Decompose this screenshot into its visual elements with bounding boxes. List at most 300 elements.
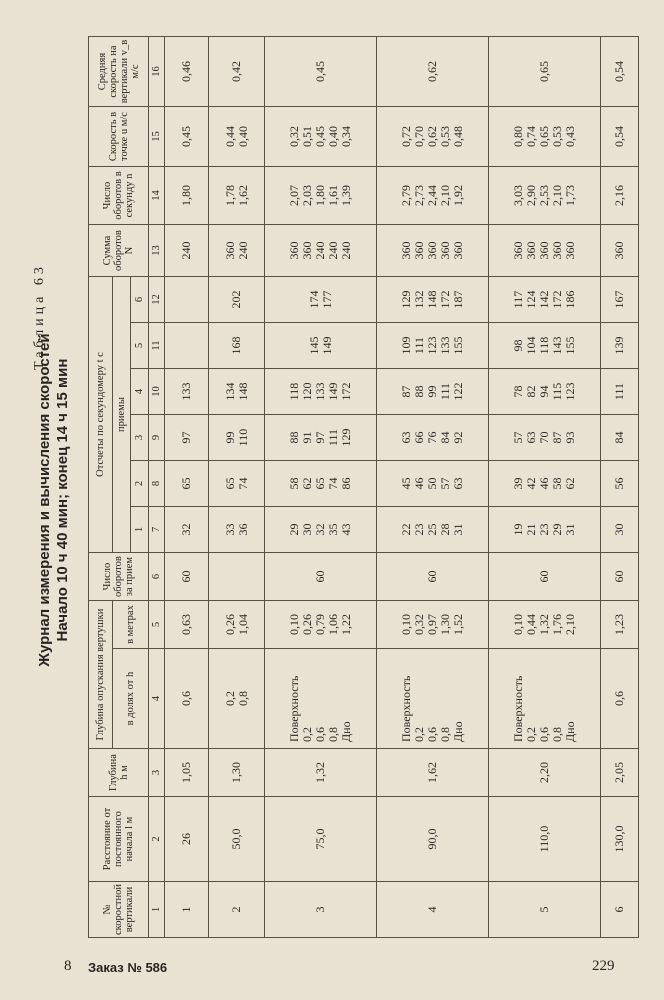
stopwatch-t1-value: 32 [313, 523, 327, 536]
sum-revolutions-value: 240 [339, 241, 353, 260]
depth-meters [209, 601, 265, 649]
stopwatch-t1-value: 21 [524, 523, 538, 536]
column-number: 2 [149, 797, 165, 882]
stopwatch-t2-value: 74 [235, 477, 250, 490]
depth-fraction-value: Дно [563, 721, 577, 743]
depth-meters-value: 2,10 [563, 614, 577, 636]
table-row [489, 37, 601, 938]
stopwatch-t5-value: 139 [612, 336, 626, 355]
stopwatch-t6 [489, 277, 601, 323]
stopwatch-t1 [209, 507, 265, 553]
stopwatch-t4-value: 115 [550, 382, 564, 401]
stopwatch-t4 [377, 369, 489, 415]
column-number: 9 [149, 415, 165, 461]
stopwatch-t3 [377, 415, 489, 461]
point-velocity-value: 0,32 [287, 126, 301, 148]
stopwatch-t3-value: 99 [222, 431, 237, 444]
column-number: 5 [149, 601, 165, 649]
stopwatch-t4 [209, 369, 265, 415]
stopwatch-t2 [377, 461, 489, 507]
stopwatch-t1-value: 31 [451, 523, 465, 536]
point-velocity-value: 0,34 [339, 126, 353, 148]
column-number: 3 [149, 749, 165, 797]
point-velocity-value: 0,45 [313, 126, 327, 148]
depth-fraction-value: 0,8 [550, 727, 564, 743]
depth-fraction-value: 0,6 [425, 727, 439, 743]
sum-revolutions [265, 225, 377, 277]
stopwatch-t3-value: 87 [550, 431, 564, 444]
stopwatch-t3-value: 70 [537, 431, 551, 444]
point-velocity-value: 0,40 [235, 126, 250, 148]
column-number: 10 [149, 369, 165, 415]
column-number: 4 [149, 649, 165, 749]
distance: 110,0 [489, 797, 601, 882]
depth-fraction-value: 0,6 [313, 727, 327, 743]
column-number: 13 [149, 225, 165, 277]
stopwatch-t4-value: 172 [339, 382, 353, 401]
header-immersion: Глубина опускания вертушки [89, 601, 113, 749]
depth: 1,62 [377, 749, 489, 797]
point-velocity-value: 0,51 [300, 126, 314, 148]
stopwatch-t2-value: 46 [412, 477, 426, 490]
point-velocity [377, 107, 489, 167]
header-vertical: № скоростной вертикали [89, 882, 149, 938]
depth-fraction-value: 0,2 [222, 691, 237, 707]
stopwatch-t2-value: 62 [300, 477, 314, 490]
mean-velocity: 0,42 [209, 37, 265, 107]
depth-fraction-value: 0,8 [326, 727, 340, 743]
stopwatch-t1 [165, 507, 209, 553]
rev-per-second-value: 2,10 [438, 185, 452, 207]
stopwatch-t1-value: 19 [511, 523, 525, 536]
stopwatch-t3-value: 110 [235, 428, 250, 447]
stopwatch-t1-value: 35 [326, 523, 340, 536]
depth-meters-value: 0,63 [179, 614, 193, 636]
sum-revolutions-value: 240 [313, 241, 327, 260]
vertical-number: 6 [601, 882, 639, 938]
stopwatch-t1-value: 28 [438, 523, 452, 536]
point-velocity-value: 0,72 [399, 126, 413, 148]
depth-meters-value: 0,10 [399, 614, 413, 636]
depth: 1,30 [209, 749, 265, 797]
depth-meters-value: 0,10 [287, 614, 301, 636]
rev-per-second-value: 1,92 [451, 185, 465, 207]
stopwatch-t3 [601, 415, 639, 461]
sum-revolutions [165, 225, 209, 277]
depth-meters-value: 0,79 [313, 614, 327, 636]
table-row [601, 37, 639, 938]
table-row [209, 37, 265, 938]
stopwatch-t3-value: 63 [399, 431, 413, 444]
depth-meters-value: 1,32 [537, 614, 551, 636]
distance: 26 [165, 797, 209, 882]
vertical-number: 2 [209, 882, 265, 938]
depth-fraction-value: 0,2 [524, 727, 538, 743]
depth-fraction-value: 0,2 [300, 727, 314, 743]
depth-fraction [601, 649, 639, 749]
point-velocity [165, 107, 209, 167]
sum-revolutions-value: 360 [438, 241, 452, 260]
depth-fraction-value: 0,8 [438, 727, 452, 743]
stopwatch-t1-value: 23 [537, 523, 551, 536]
revolutions-per-trial: 60 [377, 553, 489, 601]
mean-velocity: 0,62 [377, 37, 489, 107]
revolutions-per-trial: 60 [489, 553, 601, 601]
point-velocity [601, 107, 639, 167]
point-velocity-value: 0,80 [511, 126, 525, 148]
rev-per-second-value: 1,73 [563, 185, 577, 207]
distance: 130,0 [601, 797, 639, 882]
stopwatch-t4 [265, 369, 377, 415]
depth-meters-value: 0,32 [412, 614, 426, 636]
depth-fraction [377, 649, 489, 749]
point-velocity-value: 0,53 [550, 126, 564, 148]
point-velocity [209, 107, 265, 167]
depth-meters-value: 1,30 [438, 614, 452, 636]
stopwatch-t6-value: 117 [511, 290, 525, 309]
stopwatch-t6-value: 172 [438, 290, 452, 309]
sum-revolutions-value: 360 [537, 241, 551, 260]
stopwatch-t5-value: 145 [306, 336, 321, 355]
header-trial-2: 2 [131, 461, 149, 507]
revolutions-per-trial [209, 553, 265, 601]
stopwatch-t5 [489, 323, 601, 369]
stopwatch-t1-value: 22 [399, 523, 413, 536]
column-number: 14 [149, 167, 165, 225]
stopwatch-t2-value: 42 [524, 477, 538, 490]
stopwatch-t4 [489, 369, 601, 415]
stopwatch-t3-value: 88 [287, 431, 301, 444]
vertical-number: 4 [377, 882, 489, 938]
depth-meters-value: 1,23 [612, 614, 626, 636]
stopwatch-t5-value: 155 [563, 336, 577, 355]
stopwatch-t3-value: 84 [612, 431, 626, 444]
distance: 50,0 [209, 797, 265, 882]
table-row [165, 37, 209, 938]
rev-per-second-value: 2,73 [412, 185, 426, 207]
depth-meters-value: 0,26 [222, 614, 237, 636]
stopwatch-t3-value: 66 [412, 431, 426, 444]
stopwatch-t5-value: 155 [451, 336, 465, 355]
stopwatch-t1 [489, 507, 601, 553]
rev-per-second-value: 1,80 [313, 185, 327, 207]
sum-revolutions-value: 240 [235, 241, 250, 260]
stopwatch-t6-value: 174 [306, 290, 321, 309]
distance: 75,0 [265, 797, 377, 882]
stopwatch-t4-value: 88 [412, 385, 426, 398]
stopwatch-t5 [209, 323, 265, 369]
stopwatch-t3 [265, 415, 377, 461]
stopwatch-t2 [601, 461, 639, 507]
stopwatch-t1 [265, 507, 377, 553]
rev-per-second-value: 2,90 [524, 185, 538, 207]
stopwatch-t1 [601, 507, 639, 553]
sum-revolutions-value: 240 [179, 241, 193, 260]
stopwatch-t4-value: 123 [563, 382, 577, 401]
rev-per-second-value: 2,03 [300, 185, 314, 207]
stopwatch-t5-value: 104 [524, 336, 538, 355]
stopwatch-t6-value: 132 [412, 290, 426, 309]
stopwatch-t1-value: 23 [412, 523, 426, 536]
stopwatch-t5 [601, 323, 639, 369]
stopwatch-t2 [489, 461, 601, 507]
stopwatch-t6-value: 167 [612, 290, 626, 309]
stopwatch-t2-value: 65 [313, 477, 327, 490]
stopwatch-t4-value: 118 [287, 382, 301, 401]
stopwatch-t1-value: 32 [179, 523, 193, 536]
stopwatch-t4-value: 133 [179, 382, 193, 401]
stopwatch-t6 [601, 277, 639, 323]
point-velocity-value: 0,48 [451, 126, 465, 148]
depth: 2,20 [489, 749, 601, 797]
rev-per-second-value: 1,61 [326, 185, 340, 207]
stopwatch-t2-value: 65 [222, 477, 237, 490]
rev-per-second-value: 3,03 [511, 185, 525, 207]
column-number: 7 [149, 507, 165, 553]
header-point-velocity: Скорость в точке u м/с [89, 107, 149, 167]
stopwatch-t1-value: 30 [612, 523, 626, 536]
stopwatch-t4-value: 111 [438, 382, 452, 401]
stopwatch-t6-value: 186 [563, 290, 577, 309]
stopwatch-t5-value: 98 [511, 339, 525, 352]
stopwatch-t6 [265, 277, 377, 323]
distance: 90,0 [377, 797, 489, 882]
depth-fraction-value: Поверхность [511, 675, 525, 743]
stopwatch-t5-value: 123 [425, 336, 439, 355]
page-number-right: 229 [592, 958, 615, 974]
velocity-journal-table [88, 36, 639, 938]
stopwatch-t4 [165, 369, 209, 415]
point-velocity-value: 0,43 [563, 126, 577, 148]
stopwatch-t3-value: 129 [339, 428, 353, 447]
depth: 1,32 [265, 749, 377, 797]
stopwatch-t2 [209, 461, 265, 507]
sum-revolutions-value: 240 [326, 241, 340, 260]
stopwatch-t4-value: 111 [612, 382, 626, 401]
depth-fraction [489, 649, 601, 749]
depth-fraction-value: Дно [451, 721, 465, 743]
header-trial-3: 3 [131, 415, 149, 461]
point-velocity-value: 0,62 [425, 126, 439, 148]
stopwatch-t3 [489, 415, 601, 461]
stopwatch-t2-value: 39 [511, 477, 525, 490]
sum-revolutions [209, 225, 265, 277]
table-row [377, 37, 489, 938]
stopwatch-t3-value: 92 [451, 431, 465, 444]
stopwatch-t2-value: 45 [399, 477, 413, 490]
stopwatch-t2 [165, 461, 209, 507]
stopwatch-t4-value: 120 [300, 382, 314, 401]
stopwatch-t2-value: 56 [612, 477, 626, 490]
table-title: Журнал измерения и вычисления скоростей [36, 333, 53, 667]
depth-meters-value: 1,22 [339, 614, 353, 636]
rev-per-second-value: 2,07 [287, 185, 301, 207]
stopwatch-t3-value: 97 [313, 431, 327, 444]
depth-fraction-value: 0,8 [235, 691, 250, 707]
revolutions-per-trial: 60 [601, 553, 639, 601]
depth-meters-value: 1,76 [550, 614, 564, 636]
stopwatch-t2-value: 57 [438, 477, 452, 490]
depth-meters-value: 1,06 [326, 614, 340, 636]
stopwatch-t5 [377, 323, 489, 369]
depth-fraction-value: Дно [339, 721, 353, 743]
stopwatch-t4-value: 87 [399, 385, 413, 398]
stopwatch-t5-value: 109 [399, 336, 413, 355]
column-number-row [149, 37, 165, 938]
header-trial-6: 6 [131, 277, 149, 323]
stopwatch-t4-value: 149 [326, 382, 340, 401]
point-velocity-value: 0,74 [524, 126, 538, 148]
stopwatch-t5-value: 168 [229, 336, 243, 355]
stopwatch-t1-value: 43 [339, 523, 353, 536]
stopwatch-t6 [209, 277, 265, 323]
header-trial-4: 4 [131, 369, 149, 415]
stopwatch-t6-value: 148 [425, 290, 439, 309]
order-number: Заказ № 586 [88, 960, 168, 975]
header-depth: Глубина h м [89, 749, 149, 797]
sum-revolutions-value: 360 [300, 241, 314, 260]
mean-velocity: 0,65 [489, 37, 601, 107]
stopwatch-t6-value: 172 [550, 290, 564, 309]
stopwatch-t3-value: 84 [438, 431, 452, 444]
rev-per-second [489, 167, 601, 225]
stopwatch-t3-value: 93 [563, 431, 577, 444]
sum-revolutions-value: 360 [222, 241, 237, 260]
rev-per-second-value: 2,10 [550, 185, 564, 207]
depth-meters-value: 0,97 [425, 614, 439, 636]
stopwatch-t1-value: 36 [235, 523, 250, 536]
depth-meters-value: 1,04 [235, 614, 250, 636]
stopwatch-t2-value: 86 [339, 477, 353, 490]
stopwatch-t6-value: 177 [319, 290, 334, 309]
stopwatch-t2-value: 46 [537, 477, 551, 490]
depth-fraction-value: 0,6 [612, 691, 626, 707]
stopwatch-t1-value: 33 [222, 523, 237, 536]
stopwatch-t3 [165, 415, 209, 461]
stopwatch-t2 [265, 461, 377, 507]
rev-per-second-value: 2,79 [399, 185, 413, 207]
stopwatch-t6-value: 187 [451, 290, 465, 309]
depth-fraction [265, 649, 377, 749]
sum-revolutions-value: 360 [511, 241, 525, 260]
rev-per-second-value: 2,16 [612, 185, 626, 207]
stopwatch-t4-value: 122 [451, 382, 465, 401]
stopwatch-t4-value: 82 [524, 385, 538, 398]
stopwatch-t2-value: 62 [563, 477, 577, 490]
depth-fraction [209, 649, 265, 749]
sum-revolutions-value: 360 [524, 241, 538, 260]
mean-velocity: 0,45 [265, 37, 377, 107]
sum-revolutions-value: 360 [412, 241, 426, 260]
rev-per-second-value: 1,39 [339, 185, 353, 207]
sum-revolutions-value: 360 [550, 241, 564, 260]
point-velocity [489, 107, 601, 167]
stopwatch-t4-value: 99 [425, 385, 439, 398]
header-stopwatch: Отсчеты по секундомеру t с [89, 277, 113, 553]
depth-meters-value: 1,52 [451, 614, 465, 636]
stopwatch-t5-value: 111 [412, 336, 426, 355]
header-distance: Расстояние от постоянного начала l м [89, 797, 149, 882]
stopwatch-t2-value: 58 [550, 477, 564, 490]
rev-per-second-value: 1,80 [179, 185, 193, 207]
depth-fraction-value: Поверхность [399, 675, 413, 743]
stopwatch-t3 [209, 415, 265, 461]
column-number: 1 [149, 882, 165, 938]
vertical-number: 1 [165, 882, 209, 938]
sum-revolutions [489, 225, 601, 277]
point-velocity [265, 107, 377, 167]
header-trial-5: 5 [131, 323, 149, 369]
point-velocity-value: 0,65 [537, 126, 551, 148]
stopwatch-t4-value: 133 [313, 382, 327, 401]
sum-revolutions-value: 360 [563, 241, 577, 260]
depth-meters [165, 601, 209, 649]
depth-fraction-value: 0,2 [412, 727, 426, 743]
header-sum-revolutions: Сумма оборотов N [89, 225, 149, 277]
table-row [265, 37, 377, 938]
stopwatch-t3-value: 111 [326, 428, 340, 447]
stopwatch-t6 [165, 277, 209, 323]
table-caption: Таблица 63 [32, 263, 47, 370]
stopwatch-t4 [601, 369, 639, 415]
stopwatch-t4-value: 148 [235, 382, 250, 401]
depth-meters [377, 601, 489, 649]
revolutions-per-trial: 60 [265, 553, 377, 601]
column-number: 12 [149, 277, 165, 323]
point-velocity-value: 0,70 [412, 126, 426, 148]
rev-per-second-value: 1,62 [235, 185, 250, 207]
column-number: 8 [149, 461, 165, 507]
stopwatch-t4-value: 78 [511, 385, 525, 398]
stopwatch-t5 [265, 323, 377, 369]
stopwatch-t4-value: 94 [537, 385, 551, 398]
stopwatch-t5-value: 118 [537, 336, 551, 355]
stopwatch-t6-value: 129 [399, 290, 413, 309]
sum-revolutions-value: 360 [612, 241, 626, 260]
stopwatch-t6 [377, 277, 489, 323]
depth-meters-value: 0,44 [524, 614, 538, 636]
header-trial-1: 1 [131, 507, 149, 553]
stopwatch-t6-value: 124 [524, 290, 538, 309]
page-number-left: 8 [64, 958, 72, 974]
depth-fraction-value: 0,6 [179, 691, 193, 707]
stopwatch-t6-value [180, 279, 193, 320]
column-number: 16 [149, 37, 165, 107]
mean-velocity: 0,46 [165, 37, 209, 107]
table-body [165, 37, 639, 938]
stopwatch-t5-value: 149 [319, 336, 334, 355]
point-velocity-value: 0,45 [179, 126, 193, 148]
rev-per-second [209, 167, 265, 225]
table-subtitle: Начало 10 ч 40 мин; конец 14 ч 15 мин [54, 358, 71, 642]
sum-revolutions [377, 225, 489, 277]
depth-meters-value: 0,10 [511, 614, 525, 636]
stopwatch-t5-value: 133 [438, 336, 452, 355]
depth-meters-value: 0,26 [300, 614, 314, 636]
stopwatch-t1-value: 25 [425, 523, 439, 536]
stopwatch-t1-value: 29 [550, 523, 564, 536]
rev-per-second [165, 167, 209, 225]
header-fraction: в долях от h [113, 649, 149, 749]
stopwatch-t6-value: 202 [229, 290, 243, 309]
stopwatch-t3-value: 97 [179, 431, 193, 444]
stopwatch-t3-value: 57 [511, 431, 525, 444]
header-meters: в метрах [113, 601, 149, 649]
vertical-number: 3 [265, 882, 377, 938]
depth-fraction [165, 649, 209, 749]
depth-meters [489, 601, 601, 649]
sum-revolutions-value: 360 [399, 241, 413, 260]
